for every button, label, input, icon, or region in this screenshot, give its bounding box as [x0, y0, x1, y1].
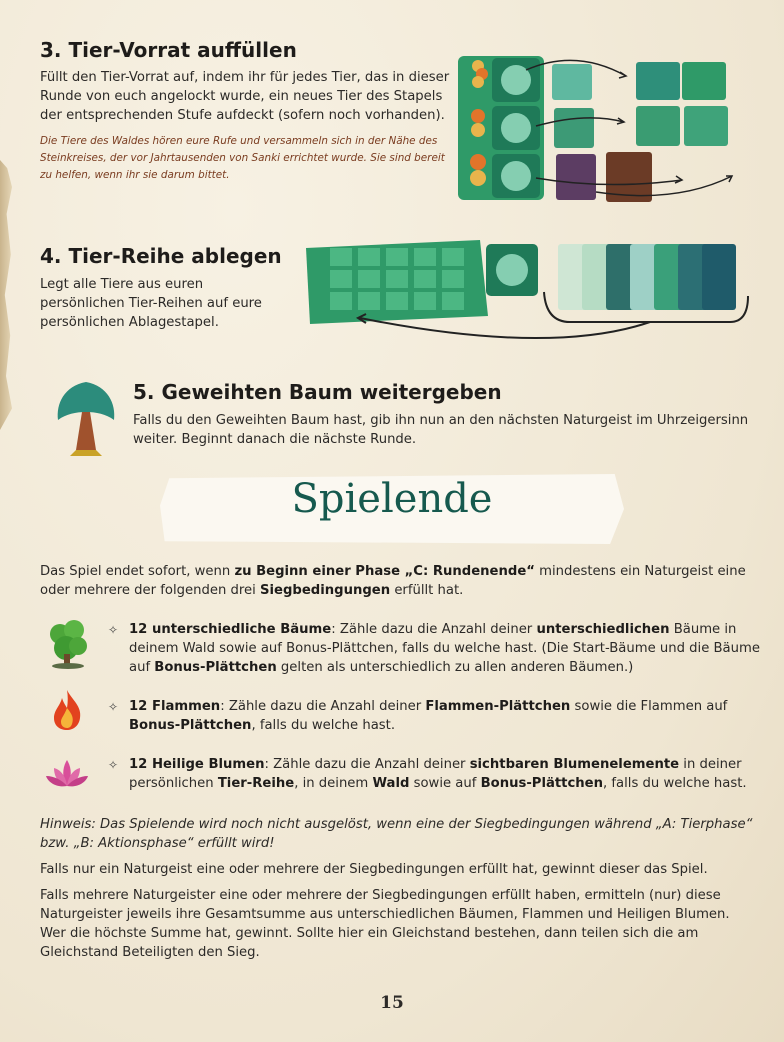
page-number: 15	[380, 993, 404, 1013]
condition-text: persönlichen	[129, 776, 218, 791]
condition-text: : Zähle dazu die Anzahl deiner	[264, 757, 470, 772]
condition-flowers-line-2	[129, 774, 747, 793]
condition-text: sowie auf	[409, 776, 481, 791]
intro-line-1	[40, 562, 746, 581]
tier-row-illustration	[300, 236, 754, 352]
condition-trees-line-3	[129, 658, 633, 677]
condition-trees-line-2: deinem Wald sowie auf Bonus-Plättchen, falls du welche hast. (Die Start-Bäume und die Bäume	[129, 641, 760, 656]
tie-line-1: Falls mehrere Naturgeister eine oder mehrere der Siegbedingungen erfüllt haben, ermitteln (nur) diese	[40, 888, 721, 903]
section-4-line-3: persönlichen Ablagestapel.	[40, 315, 219, 330]
condition-text: , falls du welche hast.	[603, 776, 747, 791]
condition-bold: Bonus-Plättchen	[129, 718, 252, 733]
section-3-heading: 3. Tier-Vorrat auffüllen	[40, 38, 297, 62]
section-4-line-1: Legt alle Tiere aus euren	[40, 277, 204, 292]
spielende-title: Spielende	[291, 476, 493, 522]
condition-title: 12 unterschiedliche Bäume	[129, 622, 332, 637]
tie-line-2: Naturgeister jeweils ihre Gesamtsumme aus unterschiedlichen Bäumen, Flammen und Heiligen Blumen.	[40, 907, 730, 922]
intro-text: Das Spiel endet sofort, wenn	[40, 564, 235, 579]
animal-card	[636, 106, 680, 146]
condition-bold: unterschiedlichen	[536, 622, 670, 637]
animal-card	[552, 64, 592, 100]
bullet-icon: ✧	[107, 758, 119, 772]
condition-bold: Tier-Reihe	[217, 776, 295, 791]
animal-card	[556, 154, 596, 200]
bullet-icon: ✧	[107, 700, 119, 714]
condition-text: , falls du welche hast.	[251, 718, 396, 733]
intro-bold: Siegbedingungen	[260, 583, 391, 598]
bullet-icon: ✧	[107, 623, 119, 637]
animal-card	[554, 108, 594, 148]
tie-line-3: Wer die höchste Summe hat, gewinnt. Sollte hier ein Gleichstand bestehen, dann teilen sich die am	[40, 926, 699, 941]
condition-text: gelten als unterschiedlich zu allen anderen Bäumen.)	[276, 660, 634, 675]
animal-row-cards	[558, 244, 736, 310]
condition-bold: Wald	[372, 776, 410, 791]
condition-trees-line-1	[129, 620, 736, 639]
section-4-heading: 4. Tier-Reihe ablegen	[40, 244, 282, 268]
animal-supply-illustration	[456, 52, 756, 204]
animal-card	[636, 62, 680, 100]
condition-text: sowie die Flammen auf	[570, 699, 728, 714]
section-5-line-2: weiter. Beginnt danach die nächste Runde.	[133, 432, 417, 447]
lotus-icon	[44, 756, 90, 792]
tree-icon	[46, 618, 90, 670]
animal-card	[684, 106, 728, 146]
condition-text: Bäume in	[669, 622, 737, 637]
condition-bold: Flammen-Plättchen	[425, 699, 571, 714]
single-winner-paragraph: Falls nur ein Naturgeist eine oder mehrere der Siegbedingungen erfüllt hat, gewinnt dieser das Spiel.	[40, 862, 708, 877]
hint-line-2: bzw. „B: Aktionsphase“ erfüllt wird!	[40, 836, 275, 851]
intro-line-2	[40, 581, 463, 600]
condition-text: : Zähle dazu die Anzahl deiner	[220, 699, 426, 714]
flavor-line-3: zu helfen, wenn ihr sie darum bittet.	[40, 169, 230, 181]
hint-line-1: Hinweis: Das Spielende wird noch nicht ausgelöst, wenn eine der Siegbedingungen während „A: Tierphase“	[40, 817, 753, 832]
intro-text: oder mehrere der folgenden drei	[40, 583, 260, 598]
condition-flowers-line-1	[129, 755, 742, 774]
intro-text: mindestens ein Naturgeist eine	[534, 564, 746, 579]
section-3-line-1: Füllt den Tier-Vorrat auf, indem ihr für jedes Tier, das in dieser	[40, 70, 450, 85]
flame-icon	[50, 688, 84, 732]
sacred-tree-icon	[52, 378, 120, 458]
tie-line-4: Gleichstand Beteiligten den Sieg.	[40, 945, 260, 960]
condition-text: auf	[129, 660, 155, 675]
flavor-line-1: Die Tiere des Waldes hören eure Rufe und versammeln sich in der Nähe des	[40, 135, 438, 147]
condition-flames-line-1	[129, 697, 727, 716]
condition-bold: sichtbaren Blumenelemente	[469, 757, 680, 772]
section-5-line-1: Falls du den Geweihten Baum hast, gib ihn nun an den nächsten Naturgeist im Uhrzeigersinn	[133, 413, 749, 428]
condition-flames-line-2	[129, 716, 395, 735]
condition-title: 12 Flammen	[129, 699, 221, 714]
section-4-line-2: persönlichen Tier-Reihen auf eure	[40, 296, 262, 311]
condition-title: 12 Heilige Blumen	[129, 757, 265, 772]
intro-bold: zu Beginn einer Phase „C: Rundenende“	[234, 564, 535, 579]
animal-card	[682, 62, 726, 100]
condition-bold: Bonus-Plättchen	[480, 776, 604, 791]
section-3-line-3: der entsprechenden Stufe aufdeckt (sofern noch vorhanden).	[40, 108, 445, 123]
intro-text: erfüllt hat.	[390, 583, 464, 598]
section-5-heading: 5. Geweihten Baum weitergeben	[133, 380, 502, 404]
condition-bold: Bonus-Plättchen	[154, 660, 277, 675]
flavor-line-2: Steinkreises, der vor Jahrtausenden von Sanki errichtet wurde. Sie sind bereit	[40, 152, 445, 164]
condition-text: in deiner	[679, 757, 742, 772]
section-3-line-2: Runde von euch angelockt wurde, ein neues Tier des Stapels	[40, 89, 443, 104]
condition-text: : Zähle dazu die Anzahl deiner	[331, 622, 537, 637]
condition-text: , in deinem	[294, 776, 373, 791]
